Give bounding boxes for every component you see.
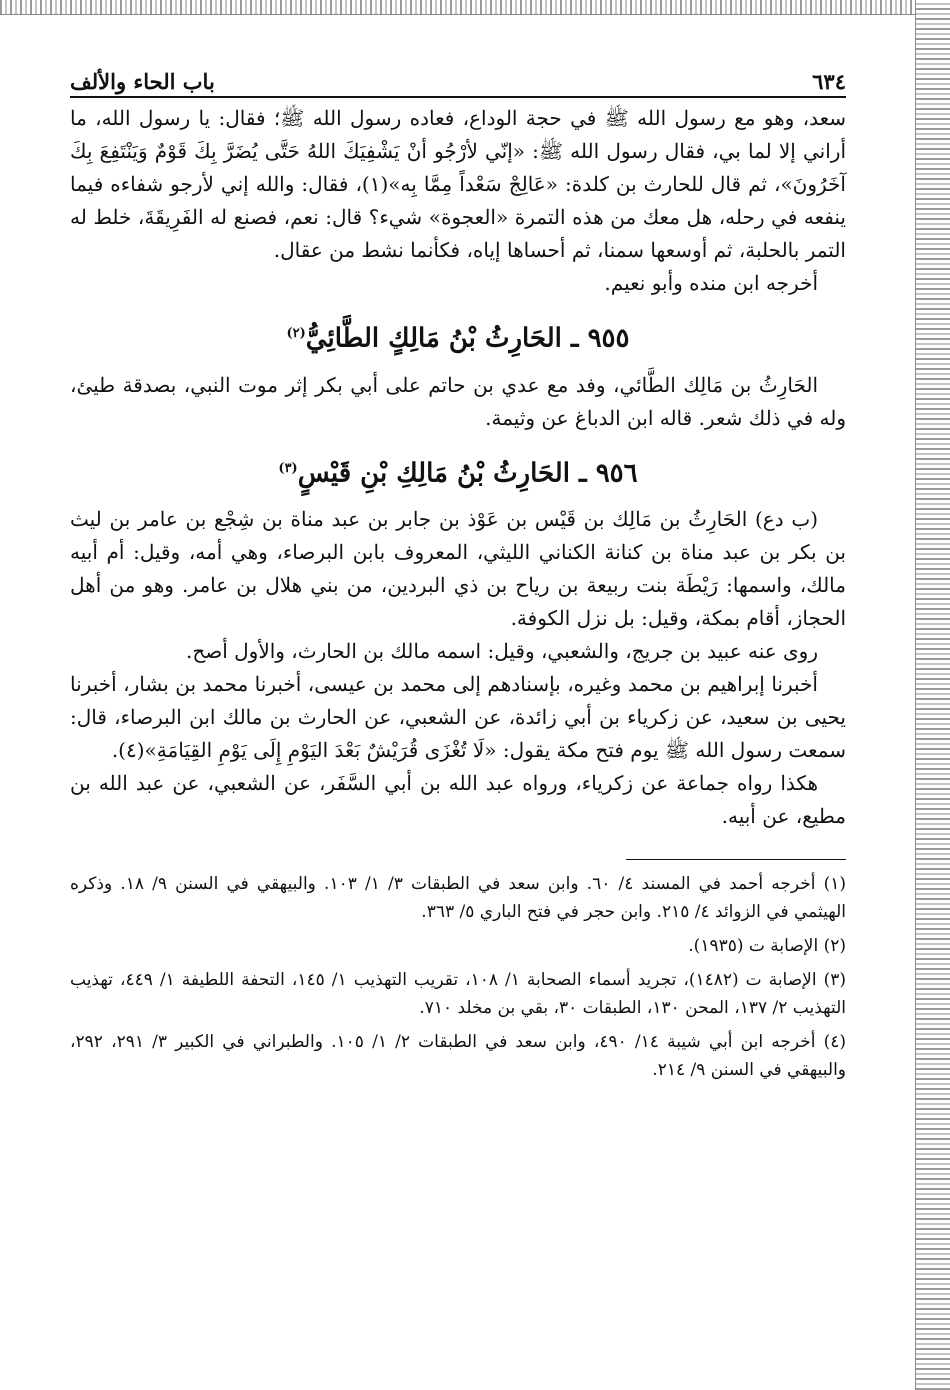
footnote: (٢) الإصابة ت (١٩٣٥). bbox=[688, 936, 846, 957]
entry-title-955 bbox=[70, 314, 846, 359]
paragraph: أخبرنا إبراهيم بن محمد وغيره، بإسنادهم إلى محمد بن عيسى، أخبرنا محمد بن بشار، أخبرنا يحيى بن سعيد، عن زكرياء بن أبي زائدة، عن الشعبي، عن الحارث بن مالك ابن البرصاء، قال: سمعت رسول الله ﷺ يوم فتح مكة يقول: «لَا تُغْزَى قُرَيْشٌ بَعْدَ اليَوْمِ إِلَى يَوْمِ القِيَامَةِ»(٤). bbox=[70, 672, 846, 763]
paragraph: الحَارِثُ بن مَالِك الطَّائي، وفد مع عدي بن حاتم على أبي بكر إثر موت النبي، بصدقة طيئ، وله في ذلك شعر. قاله ابن الدباغ عن وثيمة. bbox=[70, 372, 846, 430]
footnotes bbox=[70, 870, 846, 1084]
paragraph: (ب دع) الحَارِثُ بن مَالِك بن قَيْس بن عَوْذ بن جابر بن عبد مناة بن شِجْع بن عامر بن ليث بن بكر بن عبد مناة بن كنانة الكناني الليثي، المعروف بابن البرصاء، وهي أمه، وقيل: أم أبيه مالك، واسمها: رَيْطَة بنت ربيعة بن رياح بن ذي البردين، من بني هلال بن عامر. وهو من أهل الحجاز، أقام بمكة، وقيل: بل نزل الكوفة. bbox=[70, 507, 846, 631]
footnote-divider bbox=[626, 859, 846, 860]
page-header bbox=[70, 60, 846, 94]
paragraph: سعد، وهو مع رسول الله ﷺ في حجة الوداع، فعاده رسول الله ﷺ؛ فقال: يا رسول الله، ما أراني إلا لما بي، فقال رسول الله ﷺ: «إنّي لأرْجُو أنْ يَشْفِيَكَ اللهُ حَتَّى يُضَرَّ بِكَ قَوْمٌ وَيَنْتَفِعَ بِكَ آخَرُونَ»، ثم قال للحارث بن كلدة: «عَالِجْ سَعْداً مِمَّا بِه»(١)، فقال: والله إني لأرجو شفاءه فيما ينفعه في رحله، هل معك من هذه التمرة «العجوة» شيء؟ قال: نعم، فصنع له الفَرِيقَةَ، خلط له التمر بالحلبة، ثم أوسعها سمنا، ثم أحساها إياه، فكأنما نشط من عقال. bbox=[70, 106, 847, 262]
footnote: (٤) أخرجه ابن أبي شيبة ١٤/ ٤٩٠، وابن سعد في الطبقات ٢/ ١/ ١٠٥. والطبراني في الكبير ٣/ ٢٩١، ٢٩٢، والبيهقي في السنن ٩/ ٢١٤. bbox=[70, 1032, 847, 1081]
entry-title-text: ٩٥٦ ـ الحَارِثُ بْنُ مَالِكِ بْنِ قَيْسٍ bbox=[297, 458, 638, 489]
footnote: (١) أخرجه أحمد في المسند ٤/ ٦٠. وابن سعد في الطبقات ٣/ ١/ ١٠٣. والبيهقي في السنن ٩/ ١٨. وذكره الهيثمي في الزوائد ٤/ ٢١٥. وابن حجر في فتح الباري ٥/ ٣٦٣. bbox=[70, 874, 847, 923]
page-number: ٦٣٤ bbox=[812, 69, 846, 94]
footnote: (٣) الإصابة ت (١٤٨٢)، تجريد أسماء الصحابة ١/ ١٠٨، تقريب التهذيب ١/ ١٤٥، التحفة اللطيفة ١/ ٤٤٩، تهذيب التهذيب ٢/ ١٣٧، المحن ١٣٠، الطبقات ٣٠، بقي بن مخلد ٧١٠. bbox=[70, 970, 847, 1019]
footnote-marker: (٣) bbox=[278, 460, 298, 476]
decorative-border-top bbox=[0, 0, 950, 15]
entry-title-956 bbox=[70, 449, 846, 494]
decorative-border-right bbox=[915, 0, 950, 1390]
paragraph: هكذا رواه جماعة عن زكرياء، ورواه عبد الله بن أبي السَّفَر، عن الشعبي، عن عبد الله بن مطيع، عن أبيه. bbox=[70, 771, 846, 829]
main-text bbox=[70, 102, 846, 833]
page bbox=[70, 60, 846, 1090]
paragraph: روى عنه عبيد بن جريج، والشعبي، وقيل: اسمه مالك بن الحارث، والأول أصح. bbox=[185, 639, 818, 664]
paragraph: أخرجه ابن منده وأبو نعيم. bbox=[604, 271, 818, 295]
footnote-marker: (٢) bbox=[286, 326, 306, 341]
section-title: باب الحاء والألف bbox=[70, 69, 215, 94]
entry-title-text: ٩٥٥ ـ الحَارِثُ بْنُ مَالِكٍ الطَّائِيُّ bbox=[305, 323, 630, 354]
header-rule bbox=[70, 96, 846, 98]
